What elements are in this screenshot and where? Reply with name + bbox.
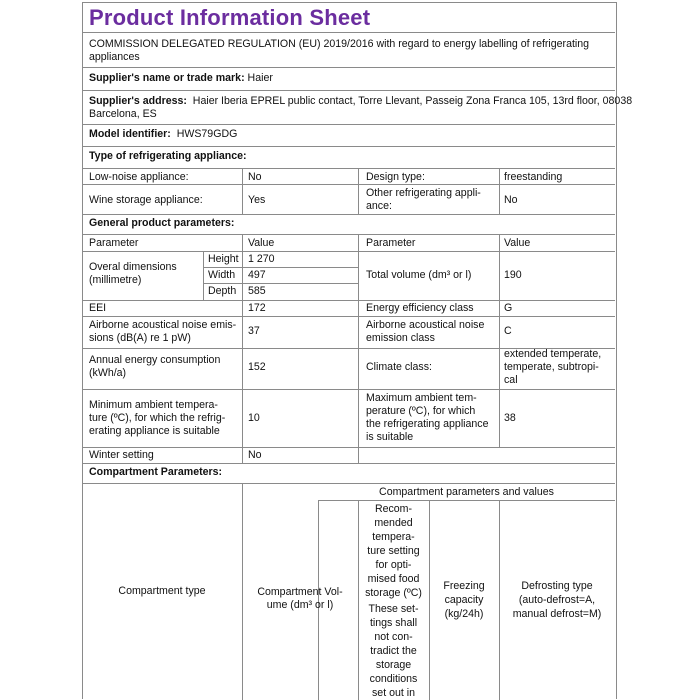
divider xyxy=(318,500,615,501)
eei-label: EEI xyxy=(89,302,107,314)
parameter-header: Parameter xyxy=(89,237,139,249)
divider xyxy=(358,168,359,214)
type-heading: Type of refrigerating appliance: xyxy=(89,150,247,162)
model-value: HWS79GDG xyxy=(176,128,238,140)
temp-label-5: for opti- xyxy=(375,559,412,571)
regulation-line-2: appliances xyxy=(89,51,140,63)
defrost-label-3: manual defrost=M) xyxy=(512,608,602,620)
page-title: Product Information Sheet xyxy=(89,5,371,30)
eei-value: 172 xyxy=(248,302,266,314)
climate-class-value-1: extended temperate, xyxy=(504,348,602,360)
divider xyxy=(82,316,615,317)
value-header-2: Value xyxy=(504,237,531,249)
temp-label-11: tradict the xyxy=(370,645,417,657)
divider xyxy=(82,90,615,91)
low-noise-label: Low-noise appliance: xyxy=(89,171,189,183)
divider xyxy=(358,234,359,463)
max-temp-label-2: perature (ºC), for which xyxy=(366,405,476,417)
width-value: 497 xyxy=(248,269,266,281)
wine-storage-value: Yes xyxy=(248,194,266,206)
general-parameters-heading: General product parameters: xyxy=(89,217,235,229)
compartment-heading: Compartment Parameters: xyxy=(89,466,223,478)
other-refrigerating-label-1: Other refrigerating appli- xyxy=(366,187,481,199)
total-volume-value: 190 xyxy=(504,269,522,281)
supplier-label: Supplier's name or trade mark: xyxy=(89,72,245,84)
other-refrigerating-value: No xyxy=(504,194,518,206)
wine-storage-label: Wine storage appliance: xyxy=(89,194,203,206)
consumption-label-1: Annual energy consumption xyxy=(89,354,221,366)
defrost-label-2: (auto-defrost=A, xyxy=(518,594,596,606)
divider xyxy=(82,463,615,464)
divider xyxy=(499,168,500,214)
temp-label-8: These set- xyxy=(368,603,419,615)
consumption-value: 152 xyxy=(248,361,266,373)
noise-class-label-1: Airborne acoustical noise xyxy=(366,319,485,331)
compartment-group-header: Compartment parameters and values xyxy=(379,486,554,498)
max-temp-label-4: is suitable xyxy=(366,431,414,443)
noise-label-1: Airborne acoustical noise emis- xyxy=(89,319,237,331)
winter-setting-value: No xyxy=(248,449,262,461)
dimensions-label-1: Overal dimensions xyxy=(89,261,177,273)
divider xyxy=(203,267,358,268)
other-refrigerating-label-2: ance: xyxy=(366,200,392,212)
divider xyxy=(82,184,615,185)
temp-label-6: mised food xyxy=(367,573,420,585)
parameter-header-2: Parameter xyxy=(366,237,416,249)
climate-class-label: Climate class: xyxy=(366,361,432,373)
temp-label-9: tings shall xyxy=(369,617,418,629)
design-type-label: Design type: xyxy=(366,171,425,183)
divider xyxy=(82,251,615,252)
divider xyxy=(499,234,500,447)
climate-class-value-3: cal xyxy=(504,374,518,386)
consumption-label-2: (kWh/a) xyxy=(89,367,127,379)
divider xyxy=(203,251,204,300)
temp-label-13: conditions xyxy=(369,673,418,685)
compartment-volume-label-1: Compartment Vol- xyxy=(257,586,343,598)
divider xyxy=(203,283,358,284)
divider xyxy=(82,389,615,390)
divider xyxy=(82,67,615,68)
divider xyxy=(82,214,615,215)
temp-label-1: Recom- xyxy=(374,503,413,515)
divider xyxy=(82,146,615,147)
max-temp-value: 38 xyxy=(504,412,516,424)
temp-label-10: not con- xyxy=(374,631,413,643)
freezing-label-3: (kg/24h) xyxy=(444,608,484,620)
dimensions-label-2: (millimetre) xyxy=(89,274,142,286)
temp-label-4: ture setting xyxy=(367,545,420,557)
min-temp-label-3: erating appliance is suitable xyxy=(89,425,220,437)
climate-class-value-2: temperate, subtropi- xyxy=(504,361,599,373)
divider xyxy=(242,168,243,214)
noise-class-label-2: emission class xyxy=(366,332,435,344)
min-temp-label-1: Minimum ambient tempera- xyxy=(89,399,218,411)
defrost-label-1: Defrosting type xyxy=(521,580,593,592)
address-label: Supplier's address: xyxy=(89,95,187,107)
model-label: Model identifier: xyxy=(89,128,171,140)
height-label: Height xyxy=(208,253,239,265)
temp-label-3: tempera- xyxy=(372,531,415,543)
energy-class-value: G xyxy=(504,302,513,314)
max-temp-label-3: the refrigerating appliance xyxy=(366,418,489,430)
divider xyxy=(82,168,615,169)
temp-label-7: storage (ºC) xyxy=(365,587,422,599)
regulation-line-1: COMMISSION DELEGATED REGULATION (EU) 2019/2016 with regard to energy labelling of refrigerating xyxy=(89,38,590,50)
supplier-value: Haier xyxy=(247,72,273,84)
temp-label-12: storage xyxy=(375,659,412,671)
divider xyxy=(82,234,615,235)
winter-setting-label: Winter setting xyxy=(89,449,154,461)
noise-class-value: C xyxy=(504,325,512,337)
min-temp-value: 10 xyxy=(248,412,260,424)
divider xyxy=(82,300,615,301)
compartment-type-label: Compartment type xyxy=(118,585,206,597)
compartment-volume-label-2: ume (dm³ or l) xyxy=(266,599,334,611)
divider xyxy=(82,447,615,448)
max-temp-label-1: Maximum ambient tem- xyxy=(366,392,477,404)
address-value-line-2: Barcelona, ES xyxy=(89,108,157,120)
low-noise-value: No xyxy=(248,171,262,183)
product-information-sheet xyxy=(82,2,633,700)
min-temp-label-2: ture (ºC), for which the refrig- xyxy=(89,412,226,424)
depth-value: 585 xyxy=(248,285,266,297)
divider xyxy=(82,124,615,125)
width-label: Width xyxy=(208,269,236,281)
freezing-label-1: Freezing xyxy=(443,580,485,592)
noise-label-2: sions (dB(A) re 1 pW) xyxy=(89,332,191,344)
energy-class-label: Energy efficiency class xyxy=(366,302,474,314)
address-value-line-1: Haier Iberia EPREL public contact, Torre Llevant, Passeig Zona Franca 105, 13rd floor, 08038 xyxy=(192,95,633,107)
depth-label: Depth xyxy=(208,285,237,297)
design-type-value: freestanding xyxy=(504,171,563,183)
temp-label-14: set out in xyxy=(372,687,415,699)
height-value: 1 270 xyxy=(248,253,275,265)
value-header: Value xyxy=(248,237,275,249)
divider xyxy=(242,234,243,463)
freezing-label-2: capacity xyxy=(444,594,484,606)
noise-value: 37 xyxy=(248,325,260,337)
divider xyxy=(82,32,615,33)
divider xyxy=(82,483,615,484)
total-volume-label: Total volume (dm³ or l) xyxy=(366,269,472,281)
temp-label-2: mended xyxy=(374,517,413,529)
